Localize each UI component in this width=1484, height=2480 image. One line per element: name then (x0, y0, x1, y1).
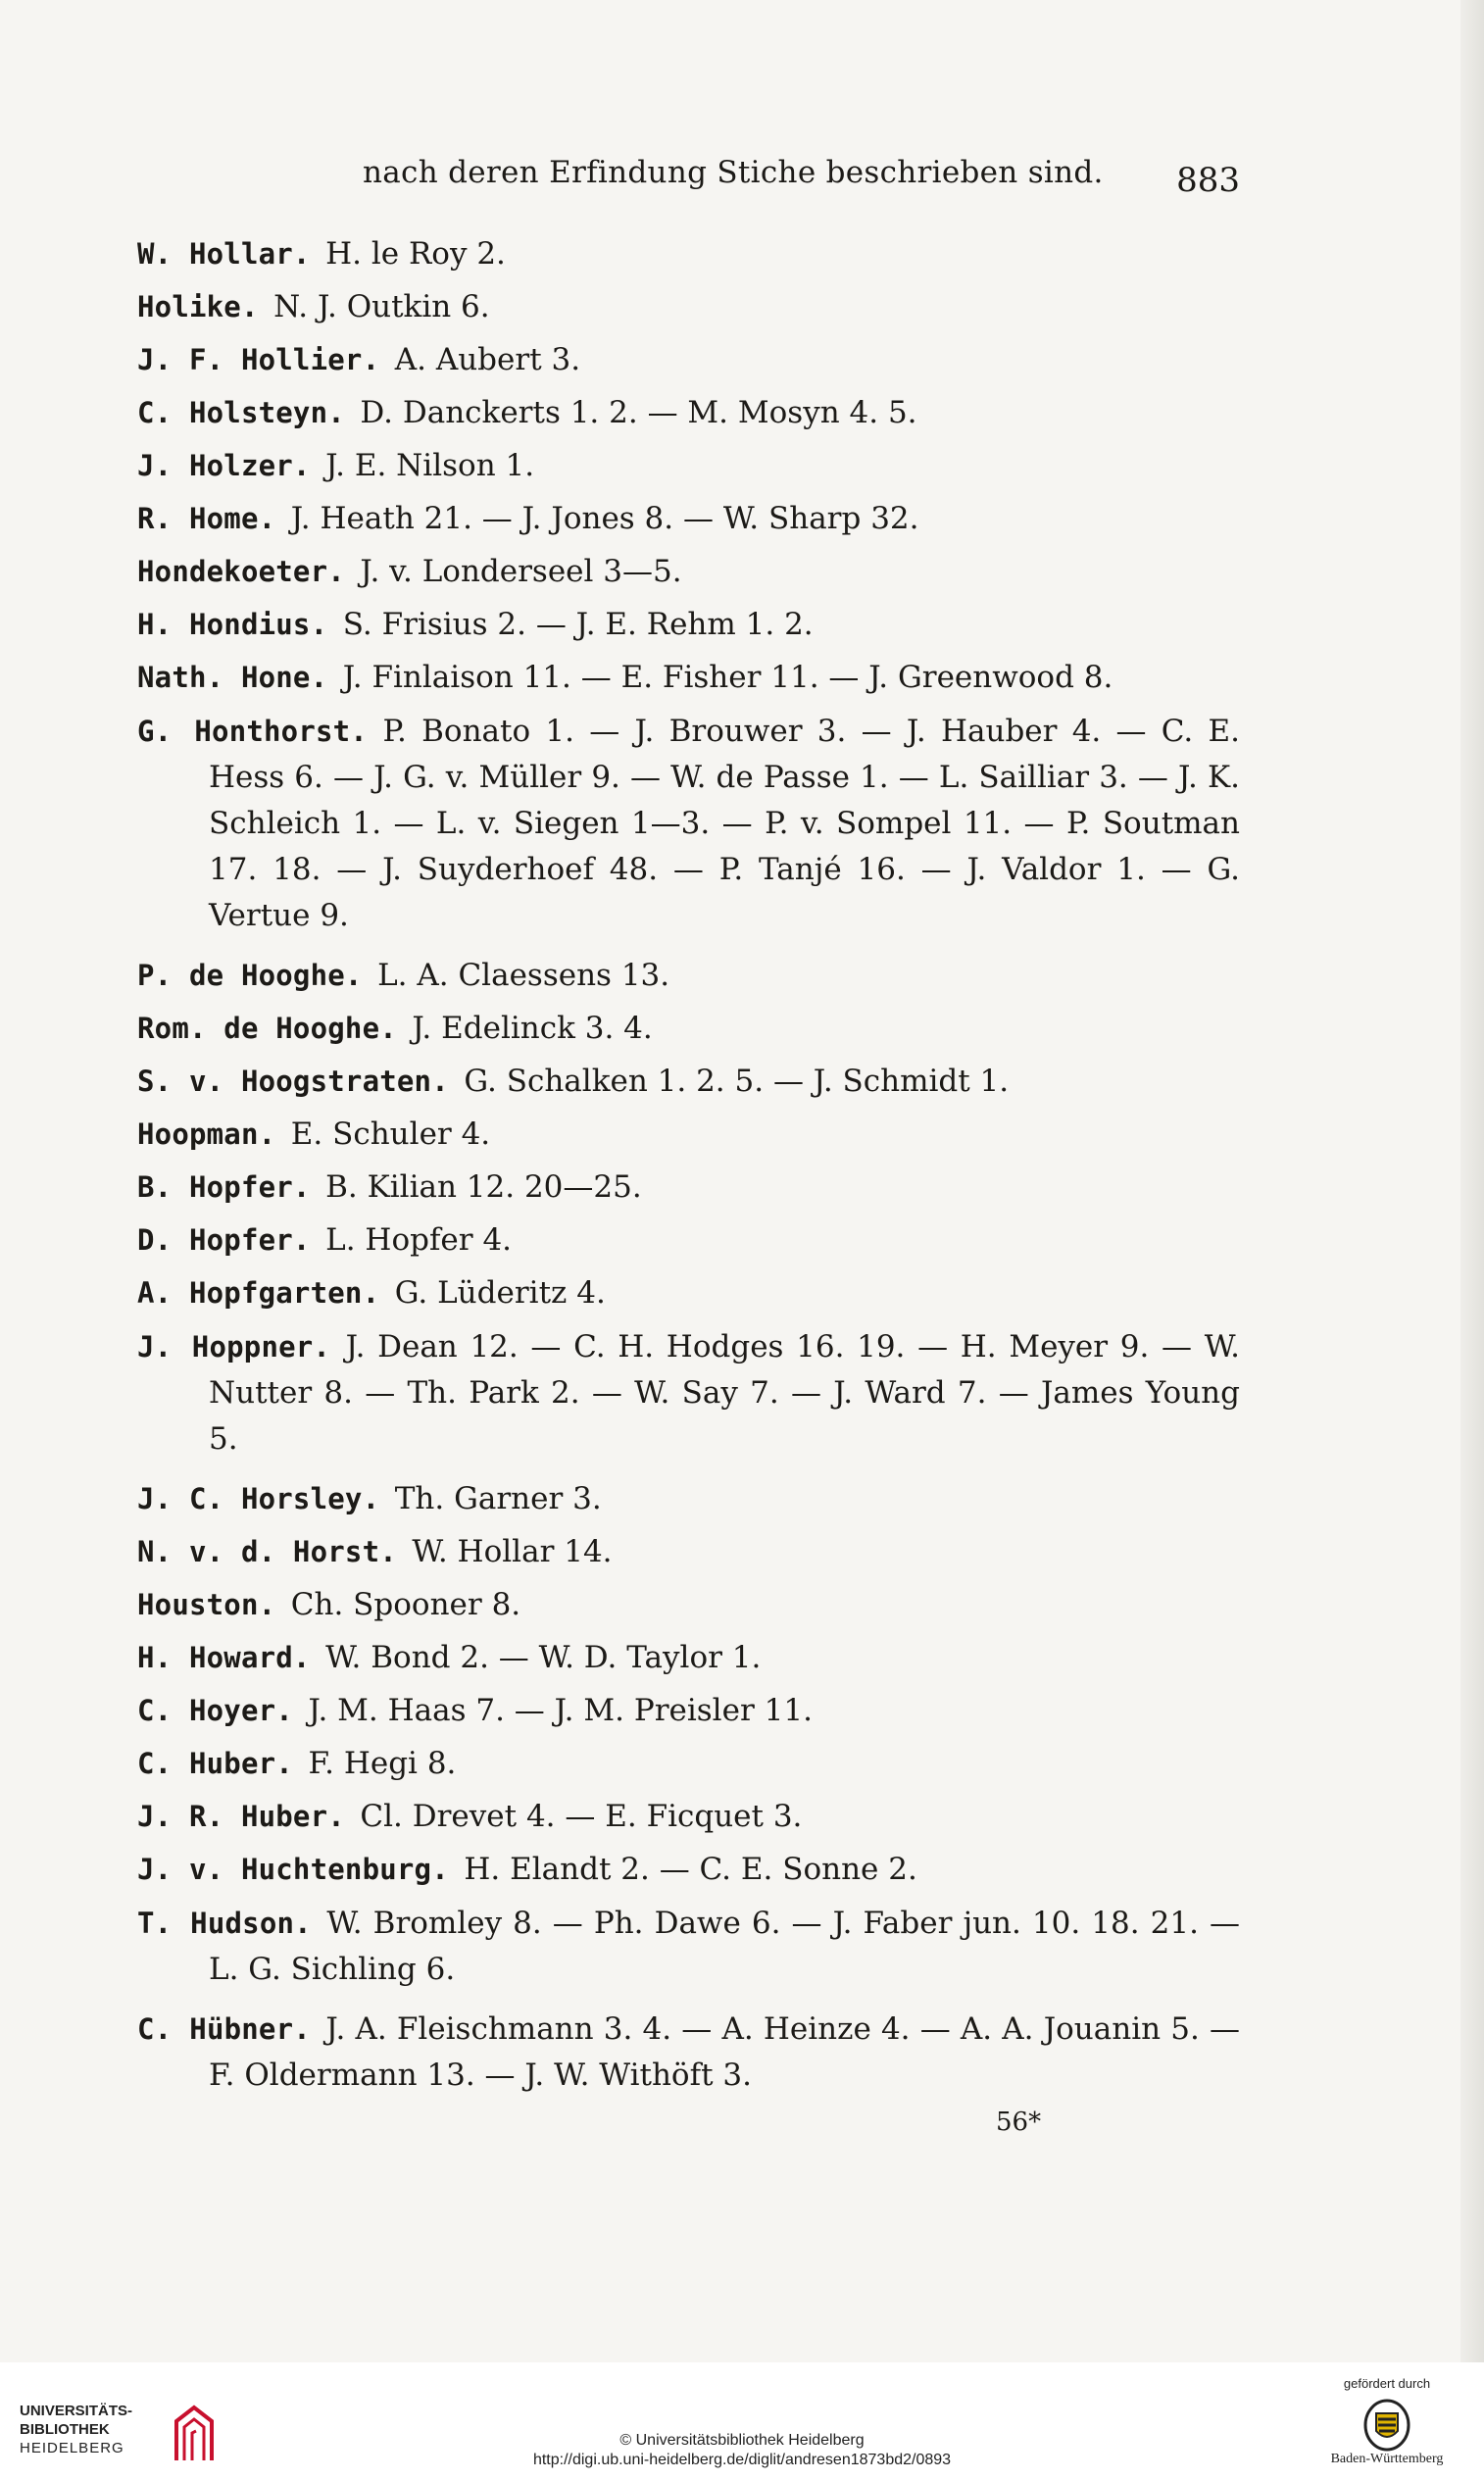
artist-name: B. Hopfer. (137, 1170, 311, 1204)
engraver-list: A. Aubert 3. (394, 342, 581, 377)
artist-name: P. de Hooghe. (137, 959, 363, 992)
page-edge (1460, 0, 1484, 2362)
index-entry (137, 953, 1240, 999)
artist-name: H. Howard. (137, 1641, 311, 1674)
artist-name: Nath. Hone. (137, 661, 328, 694)
engraver-list: S. Frisius 2. — J. E. Rehm 1. 2. (342, 607, 814, 642)
index-entry (137, 1741, 1240, 1787)
index-entry (137, 390, 1240, 436)
artist-name: J. Hoppner. (137, 1330, 331, 1364)
footer (0, 2362, 1484, 2480)
funder-block (1304, 2376, 1470, 2467)
index-entry (137, 1794, 1240, 1840)
engraver-list: W. Bromley 8. — Ph. Dawe 6. — J. Faber jun. 10. 18. 21. — L. G. Sichling 6. (209, 1906, 1240, 1987)
artist-name: S. v. Hoogstraten. (137, 1065, 449, 1098)
engraver-list: J. Dean 12. — C. H. Hodges 16. 19. — H. Meyer 9. — W. Nutter 8. — Th. Park 2. — W. Say 7. — J. Ward 7. — James Young 5. (209, 1329, 1240, 1457)
artist-name: J. v. Huchtenburg. (137, 1853, 449, 1886)
page-header (137, 145, 1240, 204)
engraver-list: J. v. Londerseel 3—5. (360, 554, 682, 589)
engraver-list: Th. Garner 3. (394, 1481, 602, 1516)
engraver-list: H. le Roy 2. (325, 236, 506, 272)
index-entry (137, 231, 1240, 277)
artist-name: N. v. d. Horst. (137, 1535, 397, 1568)
artist-name: C. Hübner. (137, 2012, 311, 2046)
running-title: nach deren Erfindung Stiche beschrieben sind. (363, 155, 1104, 190)
engraver-list: L. A. Claessens 13. (377, 958, 670, 993)
engraver-list: Ch. Spooner 8. (290, 1587, 521, 1622)
engraver-list: H. Elandt 2. — C. E. Sonne 2. (464, 1852, 917, 1887)
index-entry (137, 1901, 1240, 1993)
artist-name: J. R. Huber. (137, 1800, 345, 1833)
funder-name: Baden-Württemberg (1330, 2452, 1444, 2466)
artist-name: J. C. Horsley. (137, 1482, 380, 1515)
artist-name: C. Holsteyn. (137, 396, 345, 429)
artist-name: T. Hudson. (137, 1907, 312, 1940)
artist-name: C. Hoyer. (137, 1694, 293, 1727)
index-entry (137, 1324, 1240, 1463)
artist-name: D. Hopfer. (137, 1223, 311, 1257)
engraver-list: W. Hollar 14. (412, 1534, 613, 1569)
engraver-list: J. A. Fleischmann 3. 4. — A. Heinze 4. — A. A. Jouanin 5. — F. Oldermann 13. — J. W. Withöft 3. (209, 2011, 1240, 2093)
index-entry (137, 1112, 1240, 1158)
engraver-list: F. Hegi 8. (308, 1746, 457, 1781)
index-entry (137, 496, 1240, 542)
engraver-list: N. J. Outkin 6. (273, 289, 490, 324)
index-entry (137, 1529, 1240, 1575)
engraver-list: J. Edelinck 3. 4. (412, 1011, 653, 1046)
engraver-list: D. Danckerts 1. 2. — M. Mosyn 4. 5. (360, 395, 917, 430)
artist-name: W. Hollar. (137, 237, 311, 271)
index-entry (137, 2007, 1240, 2099)
artist-name: C. Huber. (137, 1747, 293, 1780)
index-entry (137, 1847, 1240, 1893)
artist-name: Hondekoeter. (137, 555, 345, 588)
engraver-list: B. Kilian 12. 20—25. (325, 1169, 642, 1205)
engraver-list: W. Bond 2. — W. D. Taylor 1. (325, 1640, 762, 1675)
index-entry (137, 1476, 1240, 1522)
funded-by-label: gefördert durch (1343, 2376, 1431, 2391)
engraver-list: J. Finlaison 11. — E. Fisher 11. — J. Greenwood 8. (342, 660, 1113, 695)
artist-name: Houston. (137, 1588, 276, 1621)
artist-name: J. F. Hollier. (137, 343, 380, 376)
index-entry (137, 1217, 1240, 1264)
index-entry (137, 284, 1240, 330)
artist-name: A. Hopfgarten. (137, 1276, 380, 1310)
library-name-line1: UNIVERSITÄTS- (20, 2403, 133, 2419)
index-entry (137, 1270, 1240, 1316)
artist-name: G. Honthorst. (137, 715, 368, 748)
index-entry (137, 1688, 1240, 1734)
artist-name: H. Hondius. (137, 608, 328, 641)
artist-name: Rom. de Hooghe. (137, 1012, 397, 1045)
index-entry (137, 443, 1240, 489)
engraver-list: P. Bonato 1. — J. Brouwer 3. — J. Hauber 4. — C. E. Hess 6. — J. G. v. Müller 9. — W. de Passe 1. — L. Sailliar 3. — J. K. Schleich 1. — L. v. Siegen 1—3. — P. v. Sompel 11. — P. Soutman 17. 18. — J. Suyderhoef 48. — P. Tanjé 16. — J. Valdor 1. — G. Vertue 9. (209, 714, 1240, 933)
index-entry (137, 1635, 1240, 1681)
index-entry (137, 549, 1240, 595)
engraver-list: Cl. Drevet 4. — E. Ficquet 3. (360, 1799, 803, 1834)
library-name-line2: BIBLIOTHEK (20, 2421, 110, 2438)
index-entry (137, 1165, 1240, 1211)
artist-name: Holike. (137, 290, 259, 323)
index-entries (137, 231, 1240, 2112)
index-entry (137, 1059, 1240, 1105)
copyright-text: © Universitätsbibliothek Heidelberg (619, 2432, 865, 2449)
coat-of-arms-icon (1362, 2398, 1411, 2453)
index-entry (137, 337, 1240, 383)
library-name-line3: HEIDELBERG (20, 2440, 124, 2456)
engraver-list: J. M. Haas 7. — J. M. Preisler 11. (308, 1693, 813, 1728)
signature-mark: 56* (996, 2108, 1042, 2137)
index-entry (137, 709, 1240, 939)
artist-name: R. Home. (137, 502, 276, 535)
copyright-notice (0, 2431, 1484, 2470)
engraver-list: J. Heath 21. — J. Jones 8. — W. Sharp 32. (290, 501, 919, 536)
index-entry (137, 655, 1240, 701)
engraver-list: J. E. Nilson 1. (325, 448, 535, 483)
index-entry (137, 1006, 1240, 1052)
engraver-list: L. Hopfer 4. (325, 1222, 513, 1258)
engraver-list: G. Lüderitz 4. (394, 1275, 606, 1311)
artist-name: Hoopman. (137, 1117, 276, 1151)
index-entry (137, 602, 1240, 648)
engraver-list: G. Schalken 1. 2. 5. — J. Schmidt 1. (464, 1064, 1010, 1099)
page-number: 883 (1176, 161, 1240, 200)
engraver-list: E. Schuler 4. (290, 1116, 491, 1152)
artist-name: J. Holzer. (137, 449, 311, 482)
source-url-link[interactable]: http://digi.ub.uni-heidelberg.de/diglit/andresen1873bd2/0893 (532, 2452, 952, 2468)
index-entry (137, 1582, 1240, 1628)
